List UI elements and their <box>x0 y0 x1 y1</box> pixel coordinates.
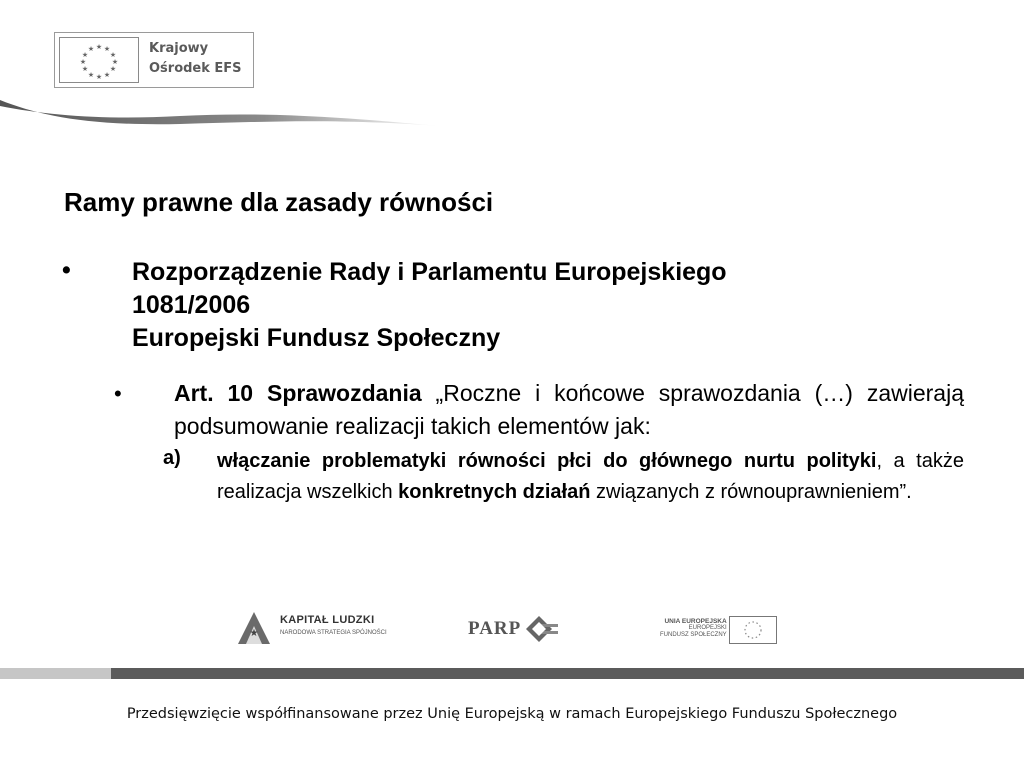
svg-text:★: ★ <box>87 46 95 53</box>
item-label: a) <box>163 447 181 469</box>
eu-line-3: FUNDUSZ SPOŁECZNY <box>660 632 727 638</box>
regulation-line-2: 1081/2006 <box>132 291 251 319</box>
svg-text:★: ★ <box>111 59 119 66</box>
eu-stars-icon <box>59 37 139 83</box>
header-swoosh <box>0 96 460 141</box>
item-a-bold-1: włączanie problematyki równości płci do głównego nurtu polityki <box>217 450 877 472</box>
footer-bar-light <box>0 668 111 679</box>
svg-text:★: ★ <box>109 52 117 59</box>
svg-text:★: ★ <box>95 44 103 51</box>
regulation-line-1: Rozporządzenie Rady i Parlamentu Europejskiego <box>132 258 727 286</box>
sub-bullet-marker: • <box>114 381 122 406</box>
krajowy-osrodek-efs-logo <box>54 32 254 88</box>
footer-bar-dark <box>111 668 1024 679</box>
eu-flag-icon <box>729 616 777 644</box>
kapital-ludzki-title: KAPITAŁ LUDZKI <box>280 614 375 626</box>
svg-text:★: ★ <box>249 628 259 639</box>
eu-efs-text <box>660 618 727 639</box>
footer-cofinancing-text: Przedsięwzięcie współfinansowane przez Unię Europejską w ramach Europejskiego Funduszu Społecznego <box>126 706 898 722</box>
svg-text:★: ★ <box>81 66 89 73</box>
article-title: Art. 10 Sprawozdania <box>174 380 422 406</box>
logo-line-1: Krajowy <box>149 41 209 56</box>
regulation-line-3: Europejski Fundusz Społeczny <box>132 324 501 352</box>
kapital-ludzki-icon <box>234 608 274 648</box>
svg-text:★: ★ <box>81 52 89 59</box>
svg-text:★: ★ <box>79 59 87 66</box>
parp-logo-text: PARP <box>468 618 522 639</box>
bullet-marker: • <box>62 256 71 284</box>
article-text: „Roczne i końcowe sprawozdania (…) zawierają podsumowanie realizacji takich elementów jak: <box>174 380 965 439</box>
bullet-regulation <box>132 256 972 355</box>
item-a-bold-2: konkretnych działań <box>398 481 591 503</box>
svg-text:★: ★ <box>103 72 111 79</box>
item-a-text-2: związanych z równouprawnieniem”. <box>590 481 912 503</box>
item-a-text-1: , a także realizacja wszelkich <box>217 450 964 503</box>
eu-line-1: UNIA EUROPEJSKA <box>664 618 727 625</box>
logo-text <box>149 39 242 79</box>
bullet-article-10 <box>174 377 964 443</box>
kapital-ludzki-subtitle: NARODOWA STRATEGIA SPÓJNOŚCI <box>280 630 387 636</box>
svg-text:★: ★ <box>87 72 95 79</box>
svg-text:★: ★ <box>103 46 111 53</box>
eu-line-2: EUROPEJSKI <box>688 625 727 631</box>
logo-line-2: Ośrodek EFS <box>149 61 242 76</box>
svg-text:★: ★ <box>95 74 103 81</box>
slide-title: Ramy prawne dla zasady równości <box>64 187 494 217</box>
item-a-text <box>217 446 964 508</box>
svg-text:★: ★ <box>109 66 117 73</box>
parp-icon <box>526 616 560 642</box>
